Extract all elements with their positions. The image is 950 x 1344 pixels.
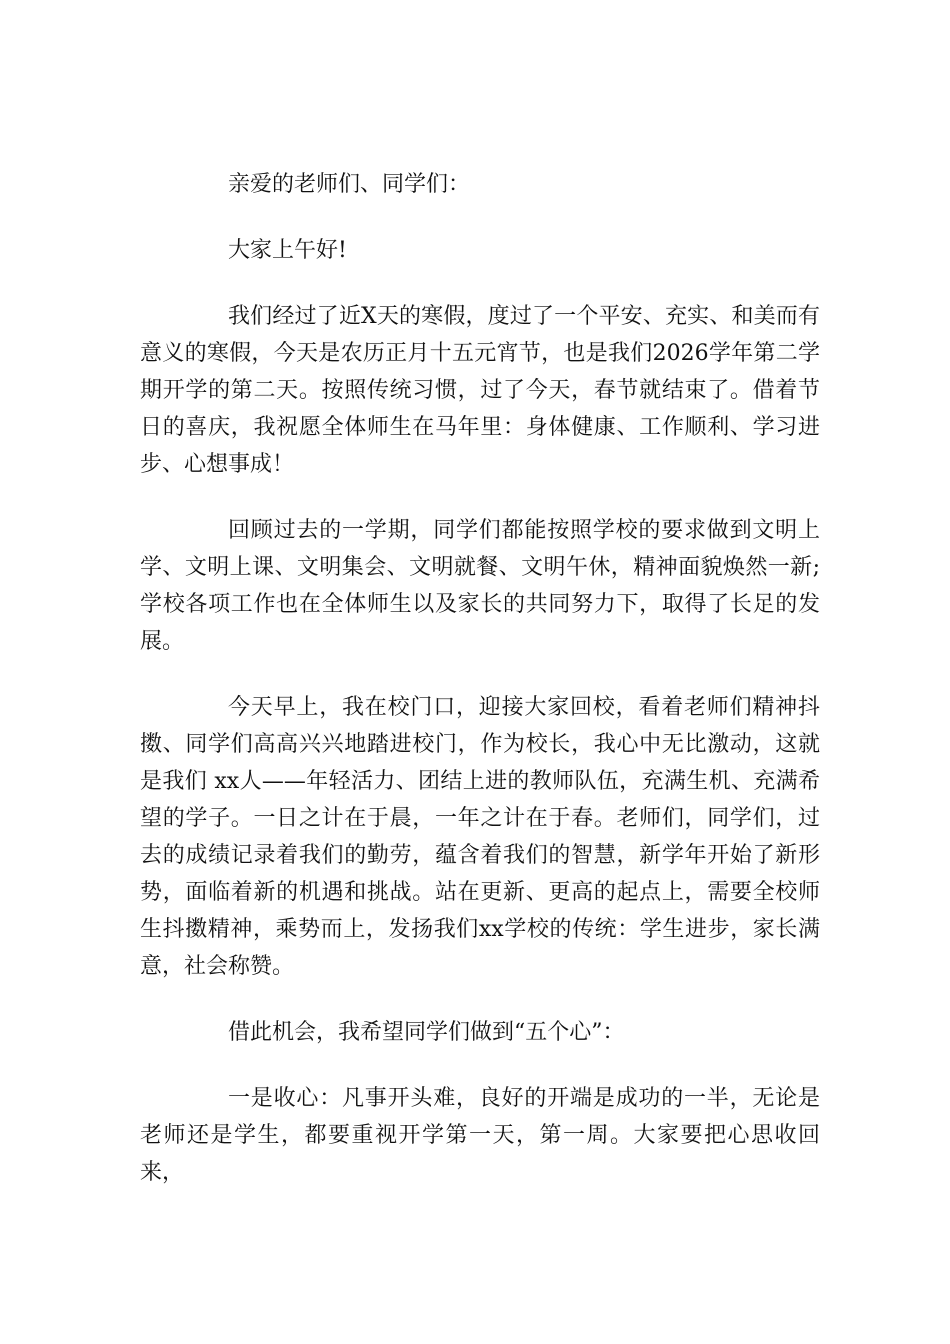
- paragraph-five-hearts-intro: 借此机会，我希望同学们做到“五个心”：: [228, 1020, 625, 1045]
- paragraph-last-semester-review: 回顾过去的一学期，同学们都能按照学校的要求做到文明上学、文明上课、文明集会、文明就餐、文明午休，精神面貌焕然一新;学校各项工作也在全体师生以及家长的共同努力下，取得了长足的发展。: [140, 518, 820, 654]
- paragraph-morning-welcome: 今天早上，我在校门口，迎接大家回校，看着老师们精神抖擞、同学们高高兴兴地踏进校门，作为校长，我心中无比激动，这就是我们 xx人——年轻活力、团结上进的教师队伍，充满生机、充满希望的学子。一日之计在于晨，一年之计在于春。老师们，同学们，过去的成绩记录着我们的勤劳，蕴含着我们的智慧，新学年开始了新形势，面临着新的机遇和挑战。站在更新、更高的起点上，需要全校师生抖擞精神，乘势而上，发扬我们xx学校的传统：学生进步，家长满意，社会称赞。: [140, 695, 820, 979]
- greeting: 大家上午好!: [228, 238, 347, 263]
- salutation: 亲爱的老师们、同学们：: [228, 172, 471, 197]
- speech-body: [140, 166, 820, 1220]
- paragraph-winter-break: 我们经过了近X天的寒假，度过了一个平安、充实、和美而有意义的寒假，今天是农历正月十五元宵节，也是我们2026学年第二学期开学的第二天。按照传统习惯，过了今天，春节就结束了。借着节日的喜庆，我祝愿全体师生在马年里：身体健康、工作顺利、学习进步、心想事成！: [140, 304, 820, 477]
- paragraph-first-heart: 一是收心：凡事开头难，良好的开端是成功的一半，无论是老师还是学生，都要重视开学第一天，第一周。大家要把心思收回来，: [140, 1086, 820, 1185]
